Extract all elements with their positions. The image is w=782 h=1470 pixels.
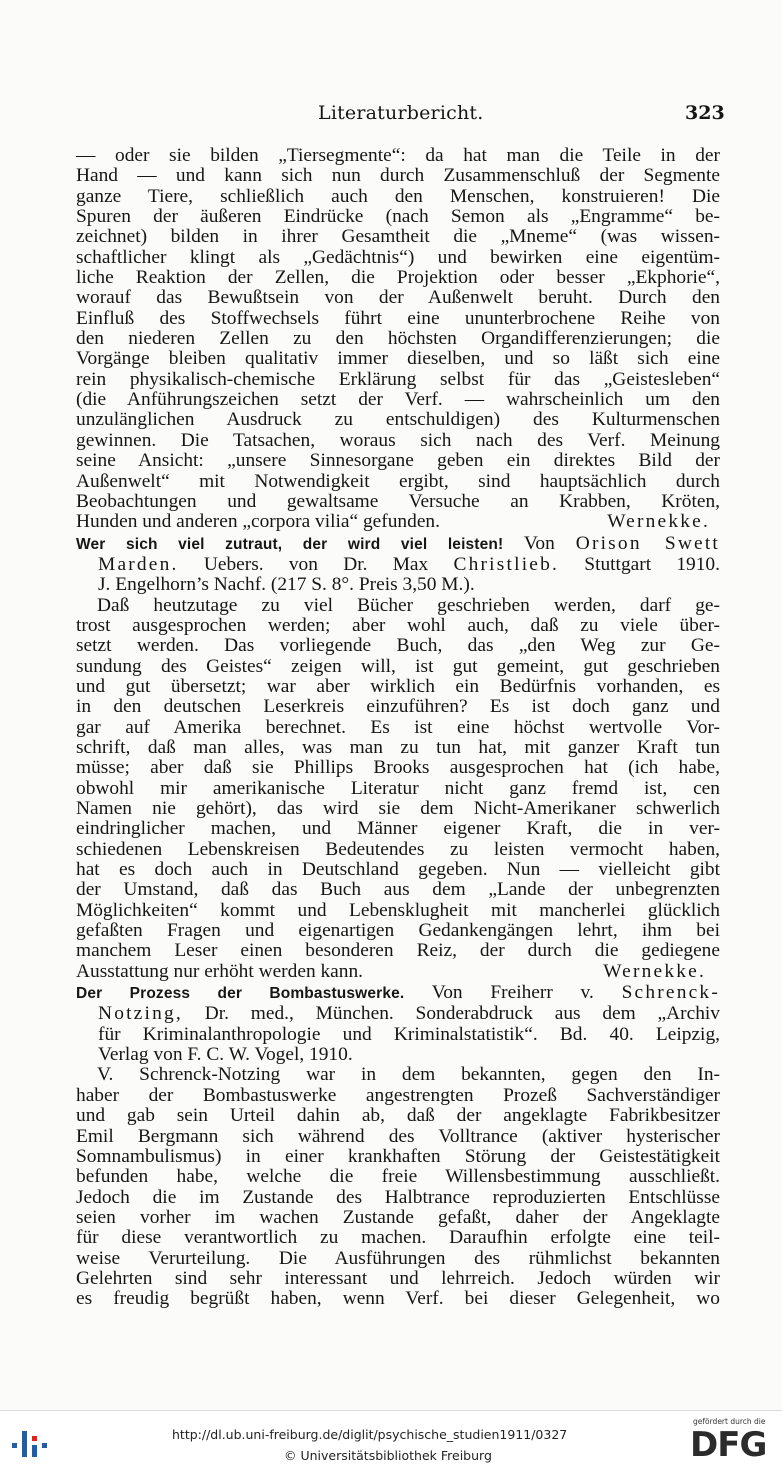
- text-line: worauf das Bewußtsein von der Außenwelt beruht. Durch den: [76, 287, 720, 309]
- author-name: Marden.: [98, 553, 179, 575]
- text-line: Einfluß des Stoffwechsels führt eine ununterbrochene Reihe von: [76, 307, 720, 329]
- citation-text: Von Freiherr v.: [431, 982, 594, 1004]
- text-line: seien vorher im wachen Zustande gefaßt, daher der Angeklagte: [76, 1206, 720, 1228]
- citation-text: Dr. med., München. Sonderabdruck aus dem „Archiv: [204, 1003, 720, 1025]
- entry-citation-line: [76, 983, 720, 1004]
- text-line: unzulänglichen Ausdruck zu entschuldigen) des Kulturmenschen: [76, 409, 720, 431]
- running-header: [0, 102, 782, 126]
- university-library-logo-icon: [10, 1423, 50, 1457]
- text-line: gefaßten Fragen und eigenartigen Gedankengängen lehrt, ihm bei: [76, 920, 720, 942]
- translator-name: Christlieb.: [453, 553, 560, 575]
- review-paragraph-1: [76, 146, 720, 533]
- text-line: und gut übersetzt; war aber wirklich ein Bedürfnis vorhanden, es: [76, 675, 720, 697]
- copyright-notice: © Universitätsbibliothek Freiburg: [284, 1448, 492, 1463]
- entry-citation-line: [76, 1004, 720, 1024]
- author-name: Notzing,: [98, 1003, 183, 1025]
- text-line: Beobachtungen und gewaltsame Versuche an Krabben, Kröten,: [76, 490, 720, 512]
- citation-text: Von: [523, 532, 555, 554]
- book-title-heading: Wer sich viel zutraut, der wird viel leisten!: [76, 535, 504, 553]
- book-title-heading: Der Prozess der Bombastuswerke.: [76, 985, 405, 1003]
- citation-text: Stuttgart 1910.: [584, 553, 720, 575]
- text-line: Spuren der äußeren Eindrücke (nach Semon als „Engramme“ be-: [76, 206, 720, 228]
- text-line: den niederen Zellen zu den höchsten Organdifferenzierungen; die: [76, 328, 720, 350]
- text-line: und gab sein Urteil dahin ab, daß der angeklagte Fabrikbesitzer: [76, 1105, 720, 1127]
- text-line: haber der Bombastuswerke angestrengten Prozeß Sachverständiger: [76, 1084, 720, 1106]
- body-text: [76, 146, 720, 1310]
- text-line: manchem Leser einen besonderen Reiz, der durch die gediegene: [76, 940, 720, 962]
- author-name: Orison Swett: [575, 532, 721, 554]
- review-entry-3: [76, 983, 720, 1310]
- reviewer-signature: Wernekke.: [603, 960, 706, 982]
- text-line: Daß heutzutage zu viel Bücher geschrieben werden, darf ge-: [97, 594, 720, 616]
- text-line: Gelehrten sind sehr interessant und lehrreich. Jedoch würden wir: [76, 1267, 720, 1289]
- text-line: weise Verurteilung. Die Ausführungen des rühmlichst bekannten: [76, 1247, 720, 1269]
- text-line: Jedoch die im Zustande des Halbtrance reproduzierten Entschlüsse: [76, 1186, 720, 1208]
- text-line: schaftlicher klingt als „Gedächtnis“) und bewirken eine eigentüm-: [76, 246, 720, 268]
- text-line: Hand — und kann sich nun durch Zusammenschluß der Segmente: [76, 165, 720, 187]
- text-line: gar auf Amerika berechnet. Es ist eine höchst wertvolle Vor-: [76, 716, 720, 738]
- text-line: der Umstand, daß das Buch aus dem „Lande der unbegrenzten: [76, 879, 720, 901]
- text-line: liche Reaktion der Zellen, die Projektion oder besser „Ekphorie“,: [76, 267, 720, 289]
- text-line: in den deutschen Leserkreis einzuführen? Es ist doch ganz und: [76, 696, 720, 718]
- text-line: sundung des Geistes“ zeigen will, ist gut gemeint, gut geschrieben: [76, 655, 720, 677]
- text-line: obwohl mir amerikanische Literatur nicht ganz fremd ist, cen: [76, 777, 720, 799]
- text-line: müsse; aber daß sie Phillips Brooks ausgesprochen hat (ich habe,: [76, 757, 720, 779]
- text-line: Somnambulismus) in einer krankhaften Störung der Geistestätigkeit: [76, 1145, 720, 1167]
- dfg-caption: gefördert durch die: [693, 1417, 766, 1426]
- entry-citation-line: Verlag von F. C. W. Vogel, 1910.: [98, 1044, 353, 1066]
- text-line: trost ausgesprochen werden; aber wohl auch, daß zu viele über-: [76, 614, 720, 636]
- text-line: (die Anführungszeichen setzt der Verf. — wahrscheinlich um den: [76, 389, 720, 411]
- text-line: für diese verantwortlich zu machen. Daraufhin erfolgte eine teil-: [76, 1227, 720, 1249]
- permalink-link[interactable]: http://dl.ub.uni-freiburg.de/diglit/psychische_studien1911/0327: [172, 1427, 568, 1442]
- text-line: Möglichkeiten“ kommt und Lebensklugheit mit mancherlei glücklich: [76, 899, 720, 921]
- running-title: Literaturbericht.: [318, 102, 484, 124]
- text-line: Außenwelt“ mit Notwendigkeit ergibt, sind hauptsächlich durch: [76, 470, 720, 492]
- viewer-footer: [0, 1410, 782, 1470]
- entry-citation-line: J. Engelhorn’s Nachf. (217 S. 8°. Preis 3,50 M.).: [98, 574, 475, 596]
- text-line-with-signature: [76, 512, 720, 532]
- dfg-logo: DFG: [690, 1425, 767, 1465]
- text-line: schiedenen Lebenskreisen Bedeutendes zu leisten vermocht haben,: [76, 838, 720, 860]
- text-line: gewinnen. Die Tatsachen, woraus sich nach des Verf. Meinung: [76, 429, 720, 451]
- text-line: Emil Bergmann sich während des Volltrance (aktiver hysterischer: [76, 1125, 720, 1147]
- text-line: — oder sie bilden „Tiersegmente“: da hat man die Teile in der: [76, 145, 720, 166]
- text-line: zeichnet) bilden in ihrer Gesamtheit die „Mneme“ (was wissen-: [76, 226, 720, 248]
- text-line: Ausstattung nur erhöht werden kann.: [76, 960, 364, 982]
- text-line: eindringlicher machen, und Männer eigener Kraft, die in ver-: [76, 818, 720, 840]
- entry-citation-line: für Kriminalanthropologie und Kriminalstatistik“. Bd. 40. Leipzig,: [98, 1023, 720, 1045]
- text-line: Hunden und anderen „corpora vilia“ gefunden.: [76, 511, 440, 533]
- text-line: setzt werden. Das vorliegende Buch, das „den Weg zur Ge-: [76, 635, 720, 657]
- page-number: 323: [685, 102, 725, 124]
- reviewer-signature: Wernekke.: [607, 511, 710, 533]
- text-line: seine Ansicht: „unsere Sinnesorgane geben ein direktes Bild der: [76, 450, 720, 472]
- text-line: hat es doch auch in Deutschland gegeben. Nun — vielleicht gibt: [76, 859, 720, 881]
- review-entry-2: [76, 534, 720, 983]
- entry-citation-line: [76, 555, 720, 575]
- text-line: befunden habe, welche die freie Willensbestimmung ausschließt.: [76, 1166, 720, 1188]
- citation-text: Uebers. von Dr. Max: [203, 553, 429, 575]
- author-name: Schrenck-: [621, 982, 720, 1004]
- text-line: schrift, daß man alles, was man zu tun hat, mit ganzer Kraft tun: [76, 736, 720, 758]
- text-line: ganze Tiere, schließlich auch den Menschen, konstruieren! Die: [76, 185, 720, 207]
- text-line: es freudig begrüßt haben, wenn Verf. bei dieser Gelegenheit, wo: [76, 1288, 720, 1310]
- text-line: V. Schrenck-Notzing war in dem bekannten, gegen den In-: [97, 1064, 720, 1086]
- text-line-with-signature: [76, 962, 720, 982]
- entry-citation-line: [76, 534, 720, 555]
- text-line: Namen nie gehört), das wird sie dem Nicht-Amerikaner schwerlich: [76, 798, 720, 819]
- text-line: Vorgänge bleiben qualitativ immer dieselben, und so läßt sich eine: [76, 348, 720, 370]
- text-line: rein physikalisch-chemische Erklärung selbst für das „Geistesleben“: [76, 368, 720, 390]
